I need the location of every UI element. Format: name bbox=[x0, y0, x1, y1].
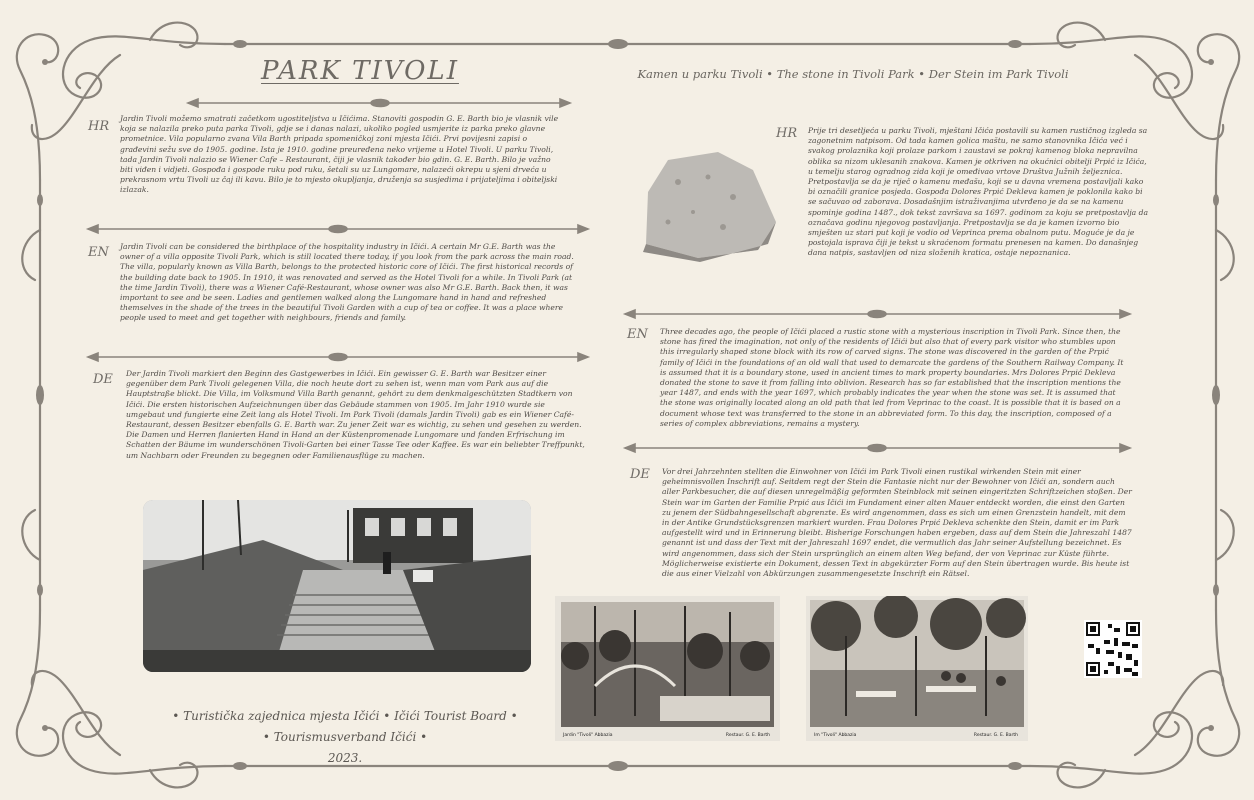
lang-label-de-left: DE bbox=[93, 372, 113, 387]
photo-park-stairs bbox=[143, 500, 531, 672]
text-de-right: Vor drei Jahrzehnten stellten die Einwohner von Ičići im Park Tivoli einen rustikal wirkenden Stein mit einer geheimnisvollen Inschrift auf. Seitdem regt der Stein die Fantasie nicht nur der Bewohner von Ičići an, sondern auch aller Parkbesucher, die auf diesen unregelmäßig geformten Steinblock mit seinen eingeritzten Schriftzeichen stoßen. Der Stein war im Garten der Familie Prpić aus Ičići im Fundament einer alten Mauer entdeckt worden, die einst den Garten zu jenem der Südbahngesellschaft abgrenzte. Es wird angenommen, dass es sich um einen Grenzstein handelt, mit dem in der Antike Grundstücksgrenzen markiert wurden. Frau Dolores Prpić Dekleva schenkte den Stein, damit er im Park aufgestellt wird und in Erinnerung bleibt. Bisherige Forschungen haben ergeben, dass auf dem Stein die Jahreszahl 1487 genannt ist und dass der Text mit der Jahreszahl 1697 endet, die vermutlich das Jahr seiner Aufstellung bezeichnet. Es wird angenommen, dass sich der Stein ursprünglich an einem alten Weg befand, der von Veprinac zur Küste führte. Möglicherweise existierte ein Dokument, dessen Text in abgekürzter Form auf den Stein übertragen wurde. Bis heute ist die aus einer Vielzahl von Abkürzungen zusammengesetzte Inschrift ein Rätsel. bbox=[662, 467, 1132, 579]
text-hr-left: Jardin Tivoli možemo smatrati začetkom ugostiteljstva u Ičićima. Stanoviti gospodin G. E. Barth bio je vlasnik vile koja se nalazila preko puta parka Tivoli, gdje se i danas nalazi, ukoliko pogled usmjerite iz parka preko glavne prometnice. Vila popularno zvana Vila Barth pripada spomeničkoj zoni mjesta Ičići. Prvi povijesni zapisi o građevini sežu sve do 1905. godine. Ista je 1910. godine preuređena neko vrijeme u Hotel Tivoli. U parku Tivoli, tada Jardin Tivoli nalazio se Wiener Cafe – Restaurant, čiji je vlasnik također bio gdin. G. E. Barth. Bilo je važno biti viđen i vidjeti. Gospođa i gospode ruku pod ruku, šetali su uz Lungomare, nalazeći okrepu u sjeni drveća u prekrasnom vrtu Tivoli uz čaj ili kavu. Bilo je to mjesto okupljanja, druženja sa susjedima i prijateljima i obiteljski izlazak. bbox=[120, 114, 559, 195]
page-subtitle: Kamen u parku Tivoli • The stone in Tivoli Park • Der Stein im Park Tivoli bbox=[637, 67, 1069, 81]
lang-label-hr-left: HR bbox=[88, 119, 110, 134]
lang-label-en-left: EN bbox=[88, 245, 109, 260]
lang-label-hr-right: HR bbox=[776, 126, 798, 141]
page-title: PARK TIVOLI bbox=[261, 56, 459, 86]
lang-label-de-right: DE bbox=[630, 467, 650, 482]
divider-right-1 bbox=[625, 310, 1130, 318]
text-de-left: Der Jardin Tivoli markiert den Beginn des Gastgewerbes in Ičići. Ein gewisser G. E. Barth war Besitzer einer gegenüber dem Park Tivoli gelegenen Villa, die noch heute dort zu sehen ist, wenn man vom Park aus auf die Hauptstraße blickt. Die Villa, im Volksmund Villa Barth genannt, gehört zu dem denkmalgeschützten Stadtkern von Ičići. Die ersten historischen Aufzeichnungen über das Gebäude stammen von 1905. Im Jahr 1910 wurde sie umgebaut und fungierte eine Zeit lang als Hotel Tivoli. Im Park Tivoli (damals Jardin Tivoli) gab es ein Wiener Café-Restaurant, dessen Besitzer ebenfalls G. E. Barth war. Zu jener Zeit war es wichtig, zu sehen und gesehen zu werden. Die Damen und Herren flanierten Hand in Hand an der Küstenpromenade Lungomare und fanden Erfrischung im Schatten der Bäume im wunderschönen Tivoli-Garten bei einer Tasse Tee oder Kaffee. Es war ein beliebter Treffpunkt, um Nachbarn oder Freunden zu begegnen oder Familienausflüge zu machen. bbox=[126, 369, 585, 460]
footer-line-2: • Tourismusverband Ičići • bbox=[262, 730, 428, 744]
divider-right-2 bbox=[625, 444, 1130, 452]
caption-jardin-left: Jardin "Tivoli" Abbazia bbox=[563, 733, 613, 738]
text-en-right: Three decades ago, the people of Ičići placed a rustic stone with a mysterious inscription in Tivoli Park. Since then, the stone has fired the imagination, not only of the residents of Ičići but also that of every park visitor who stumbles upon this irregularly shaped stone block with its row of carved signs. The stone was discovered in the garden of the Prpić family of Ičići in the foundations of an old wall that used to demarcate the gardens of the Southern Railway Company. It is assumed that it is a boundary stone, used in ancient times to mark property boundaries. Mrs Dolores Prpić Dekleva donated the stone to save it from falling into oblivion. Research has so far established that the inscription mentions the year 1487, and ends with the year 1697, which probably indicates the year when the stone was set. It is assumed that the stone was originally located along an old path that led from Veprinac to the coast. It is possible that it is based on a document whose text was transferred to the stone in an abbreviated form. To this day, the inscription, composed of a series of complex abbreviations, remains a mystery. bbox=[660, 327, 1124, 428]
divider-left-1 bbox=[88, 225, 588, 233]
photo-stone bbox=[638, 152, 778, 262]
lang-label-en-right: EN bbox=[627, 327, 648, 342]
text-hr-right: Prije tri desetljeća u parku Tivoli, mještani Ičića postavili su kamen rustičnog izgleda sa zagonetnim natpisom. Od tada kamen golica maštu, ne samo stanovnika Ičića već i svakog prolaznika koji prolaze parkom i zaustavi se pokraj kamenog bloka nepravilna oblika sa nizom uklesanih znakova. Kamen je otkriven na okućnici obitelji Prpić iz Ičića, u temelju starog ogradnog zida koji je omeđivao vrtove Društva Južnih željeznica. Pretpostavlja se da je riječ o kamenu međašu, koji se u davna vremena postavljali kako bi označili granice posjeda. Gospođa Dolores Prpić Dekleva kamen je poklonila kako bi se sačuvao od zaborava. Dosadašnjim istraživanjima utvrđeno je da se na kamenu spominje godina 1487., dok tekst završava sa 1697. godinom za koju se pretpostavlja da označava godinu njegovog postavljanja. Pretpostavlja se da je kamen izvorno bio smješten uz stari put koji je vodio od Veprinca prema obalnom putu. Moguće je da je postojala isprava čiji je tekst u skraćenom formatu prenesen na kamen. Do današnjeg dana natpis, sastavljen od niza složenih kratica, ostaje nepoznanica. bbox=[808, 126, 1149, 258]
caption-jardin-right: Restaur. G. E. Barth bbox=[725, 733, 770, 738]
divider-title bbox=[188, 99, 570, 107]
footer-year: 2023. bbox=[327, 751, 363, 765]
footer-credits bbox=[160, 706, 530, 769]
divider-left-2 bbox=[88, 353, 588, 361]
caption-im-tivoli-right: Restaur. G. E. Barth bbox=[973, 733, 1018, 738]
text-en-left: Jardin Tivoli can be considered the birthplace of the hospitality industry in Ičići. A certain Mr G.E. Barth was the owner of a villa opposite Tivoli Park, which is still located there today, if you look from the park across the main road. The villa, popularly known as Villa Barth, belongs to the protected historic core of Ičići. The first historical records of the building date back to 1905. In 1910, it was renovated and served as the Hotel Tivoli for a while. In Tivoli Park (at the time Jardin Tivoli), there was a Wiener Café-Restaurant, whose owner was also Mr G.E. Barth. Back then, it was important to see and be seen. Ladies and gentlemen walked along the Lungomare hand in hand and refreshed themselves in the shade of the trees in the beautiful Tivoli Garden with a cup of tea or coffee. It was a place where people used to meet and get together with neighbours, friends and family. bbox=[120, 242, 574, 323]
footer-line-1: • Turistička zajednica mjesta Ičići • Ičići Tourist Board • bbox=[172, 709, 518, 723]
caption-im-tivoli-left: Im "Tivoli" Abbazia bbox=[814, 733, 857, 738]
photo-postcard-jardin bbox=[555, 596, 780, 741]
photo-postcard-im-tivoli bbox=[806, 596, 1028, 741]
qr-code[interactable] bbox=[1084, 620, 1142, 678]
